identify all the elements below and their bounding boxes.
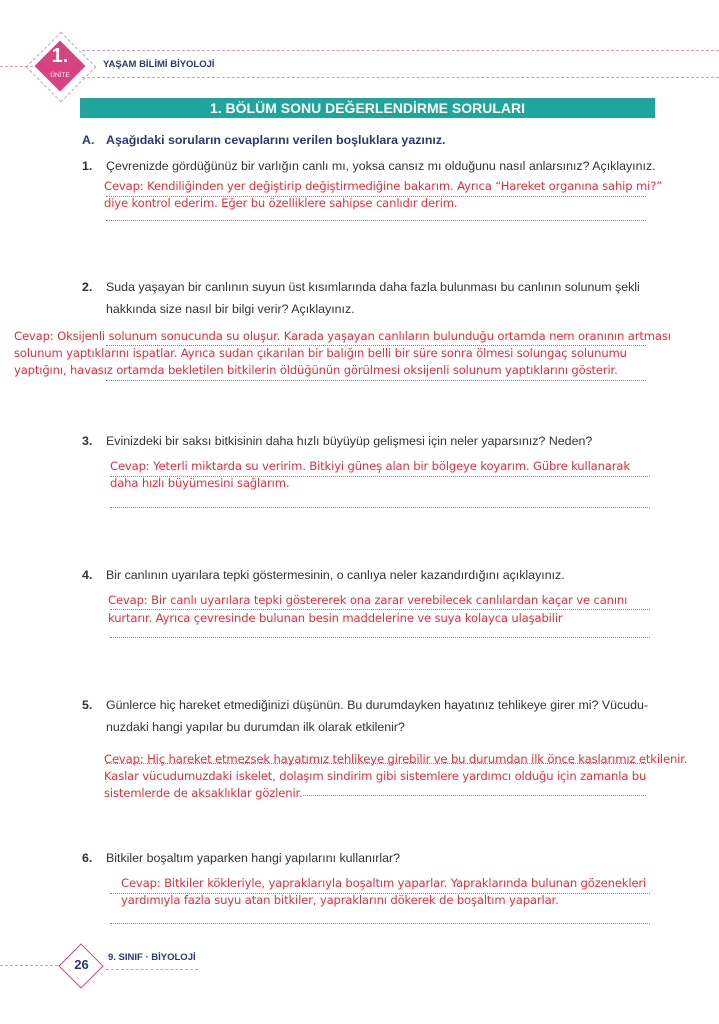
answer-text: diye kontrol ederim. Eğer bu özelliklere sahipse canlıdır derim. bbox=[104, 196, 458, 210]
question-text: Bitkiler boşaltım yaparken hangi yapılarını kullanırlar? bbox=[106, 851, 401, 865]
answer-text: Cevap: Bitkiler kökleriyle, yapraklarıyla boşaltım yaparlar. Yapraklarında bulunan gözenekleri bbox=[121, 876, 647, 890]
answer-text: Cevap: Bir canlı uyarılara tepki göstererek ona zarar verebilecek canlılardan kaçar ve canını bbox=[108, 593, 628, 607]
question-text: nuzdaki hangi yapılar bu durumdan ilk olarak etkilenir? bbox=[106, 720, 405, 734]
question-text: Günlerce hiç hareket etmediğinizi düşünün. Bu durumdayken hayatınız tehlikeye girer mi? Vücudu- bbox=[106, 698, 649, 712]
question-text: Bir canlının uyarılara tepki göstermesinin, o canlıya neler kazandırdığını açıklayınız. bbox=[106, 568, 565, 582]
question-text: hakkında size nasıl bir bilgi verir? Açıklayınız. bbox=[106, 302, 355, 316]
answer-text: kurtarır. Ayrıca çevresinde bulunan besin maddelerine ve suya kolayca ulaşabilir bbox=[108, 611, 563, 625]
question-number: 6. bbox=[82, 851, 93, 865]
answer-line bbox=[110, 637, 650, 638]
question-text: Evinizdeki bir saksı bitkisinin daha hızlı büyüyüp gelişmesi için neler yaparsınız? Neden? bbox=[106, 434, 593, 448]
answer-line bbox=[110, 923, 650, 924]
subject-title: YAŞAM BİLİMİ BİYOLOJİ bbox=[103, 59, 215, 70]
book-title: 9. SINIF · BİYOLOJİ bbox=[108, 952, 196, 963]
page-number: 26 bbox=[74, 957, 89, 972]
answer-text: Cevap: Hiç hareket etmezsek hayatımız tehlikeye girebilir ve bu durumdan ilk önce kaslarımız etkilenir. bbox=[104, 752, 688, 766]
answer-line bbox=[110, 507, 650, 508]
question-text: Çevrenizde gördüğünüz bir varlığın canlı mı, yoksa cansız mı olduğunu nasıl anlarsınız? Açıklayınız. bbox=[106, 159, 656, 173]
question-number: 1. bbox=[82, 159, 93, 173]
answer-line bbox=[110, 609, 650, 610]
question-number: 2. bbox=[82, 280, 93, 294]
answer-text: Cevap: Oksijenli solunum sonucunda su oluşur. Karada yaşayan canlıların bulunduğu ortamda nem oranının artması bbox=[14, 329, 671, 343]
answer-text: yaptığını, havasız ortamda bekletilen bitkilerin öldüğünün görülmesi oksijenli solunum yaptıklarını gösterir. bbox=[14, 363, 618, 377]
answer-text: Cevap: Kendiliğinden yer değiştirip değiştirmediğine bakarım. Ayrıca “Hareket organına sahip mi?” bbox=[104, 179, 663, 193]
header-rule-top bbox=[82, 50, 719, 51]
question-number: 3. bbox=[82, 434, 93, 448]
answer-text: daha hızlı büyümesini sağlarım. bbox=[110, 476, 290, 490]
answer-text: Kaslar vücudumuzdaki iskelet, dolaşım sindirim gibi sistemlere yardımcı olduğu için zamanla bu bbox=[104, 769, 647, 783]
footer-rule-right bbox=[106, 969, 198, 970]
question-number: 5. bbox=[82, 698, 93, 712]
answer-text: sistemlerde de aksaklıklar gözlenir. bbox=[104, 786, 303, 800]
section-instruction: Aşağıdaki soruların cevaplarını verilen boşluklara yazınız. bbox=[106, 133, 446, 147]
answer-line bbox=[106, 380, 646, 381]
answer-text: Cevap: Yeterli miktarda su veririm. Bitkiyi güneş alan bir bölgeye koyarım. Gübre kullanarak bbox=[110, 459, 630, 473]
header-rule-bottom bbox=[82, 77, 719, 78]
answer-line bbox=[106, 220, 646, 221]
question-number: 4. bbox=[82, 568, 93, 582]
unit-label: ÜNİTE bbox=[50, 72, 70, 79]
answer-text: yardımıyla fazla suyu atan bitkiler, yapraklarını dökerek de boşaltım yaparlar. bbox=[121, 893, 559, 907]
section-letter: A. bbox=[82, 133, 95, 147]
question-text: Suda yaşayan bir canlının suyun üst kısımlarında daha fazla bulunması bu canlının solunum şekli bbox=[106, 280, 640, 294]
footer-rule-left bbox=[0, 965, 58, 966]
section-banner: 1. BÖLÜM SONU DEĞERLENDİRME SORULARI bbox=[80, 98, 655, 118]
unit-number: 1. bbox=[51, 45, 69, 67]
answer-text: solunum yaptıklarını ispatlar. Ayrıca sudan çıkarılan bir balığın belli bir süre sonra ölmesi solungaç solunumu bbox=[14, 346, 627, 360]
